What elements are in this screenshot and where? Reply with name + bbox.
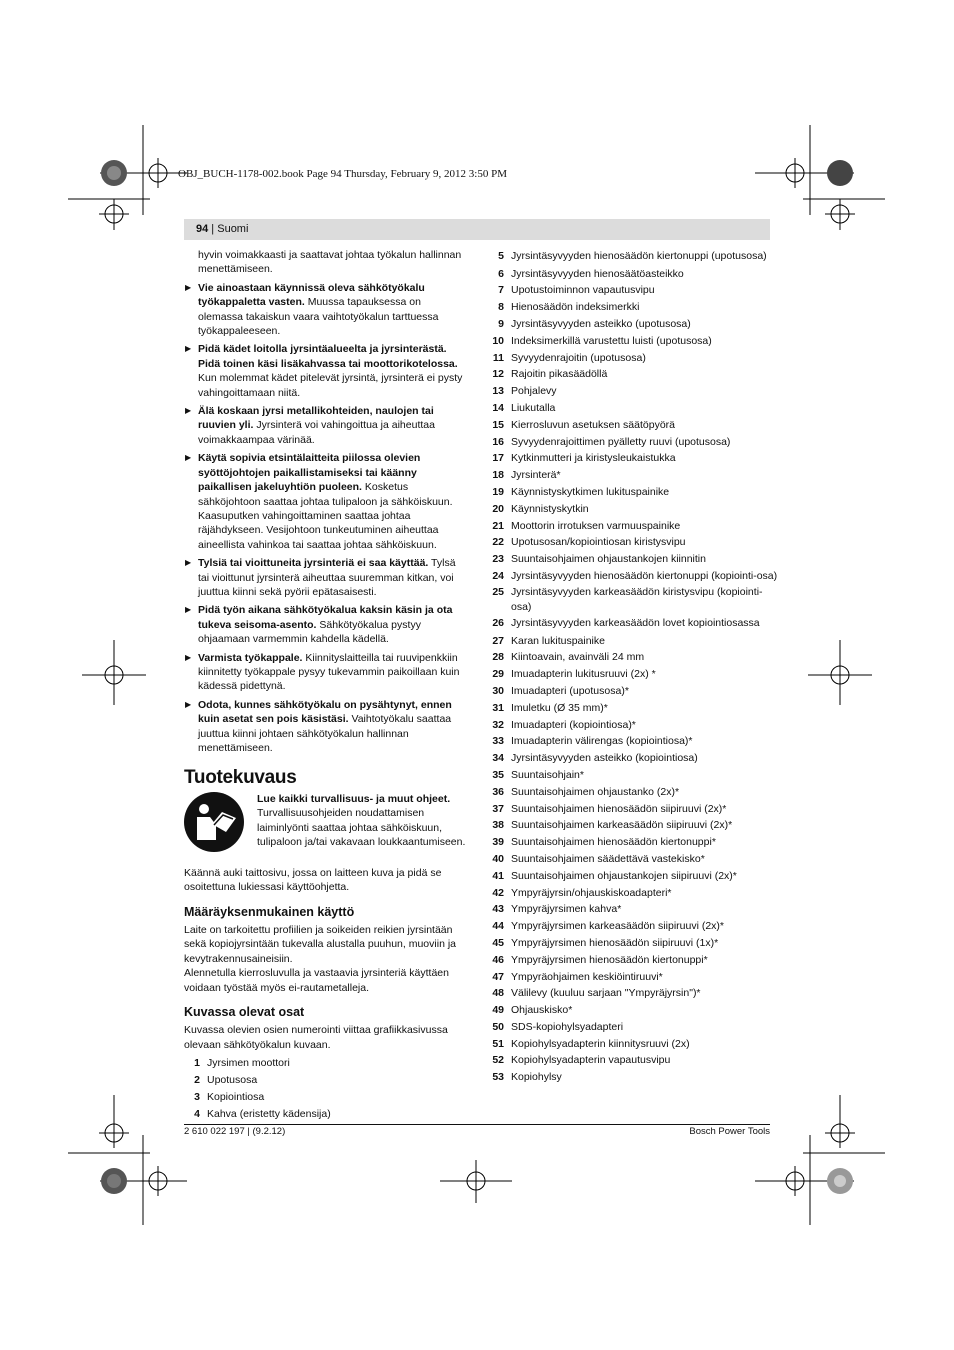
safety-warning <box>184 451 466 552</box>
bullet-arrow-icon: ▶ <box>185 605 192 615</box>
part-item <box>488 282 778 299</box>
part-label: Syvyydenrajoittimen pyälletty ruuvi (upotusosa) <box>511 435 731 448</box>
part-number: 15 <box>492 418 504 431</box>
part-item <box>488 868 778 885</box>
part-item <box>488 683 778 700</box>
part-label: Ympyräjyrsimen hienosäädön siipiruuvi (1x)* <box>511 936 719 949</box>
part-number: 1 <box>194 1057 200 1070</box>
part-label: Imuadapteri (upotusosa)* <box>511 684 629 697</box>
part-number: 18 <box>492 469 504 482</box>
part-item <box>488 433 778 450</box>
bullet-arrow-icon: ▶ <box>185 699 192 709</box>
safety-warning <box>184 281 466 339</box>
part-item <box>488 935 778 952</box>
part-label: Karan lukituspainike <box>511 634 605 647</box>
part-item <box>488 467 778 484</box>
warning-text: Kosketus sähköjohtoon saattaa johtaa tulipaloon ja sähköiskuun. Kaasuputken vahingoittaminen saattaa johtaa räjähdykseen. Vesijohtoon tunkeutuminen aiheuttaa aineellista vahinkoa tai saattaa johtaa sähköiskuun. <box>198 481 453 551</box>
page-number: 94 <box>196 223 209 235</box>
part-number: 12 <box>492 368 504 381</box>
part-label: Imuadapterin lukitusruuvi (2x) * <box>511 668 656 681</box>
part-item <box>488 333 778 350</box>
part-item <box>488 884 778 901</box>
part-number: 35 <box>492 768 504 781</box>
part-label: Jyrsimen moottori <box>207 1057 290 1070</box>
part-label: Moottorin irrotuksen varmuuspainike <box>511 519 681 532</box>
part-label: Liukutalla <box>511 401 556 414</box>
part-label: Suuntaisohjain* <box>511 768 584 781</box>
warning-bold: Käytä sopivia etsintälaitteita piilossa olevien syöttöjohtojen paikallistamiseksi tai käänny paikallisen jakeluyhtiön puoleen. <box>198 452 421 494</box>
part-number: 24 <box>492 569 504 582</box>
part-number: 51 <box>492 1037 504 1050</box>
part-item <box>184 1089 466 1106</box>
part-label: Suuntaisohjaimen säädettävä vastekisko* <box>511 852 705 865</box>
part-number: 30 <box>492 684 504 697</box>
part-item <box>488 918 778 935</box>
warning-text: Tylsä tai vioittunut jyrsinterä aiheuttaa suuremman kitkan, voi juuttua kiinni sekä pyörii epätasaisesti. <box>198 557 456 598</box>
warning-text: Jyrsinterä voi vahingoittua ja aiheuttaa voimakkaampaa värinää. <box>198 419 435 446</box>
part-number: 45 <box>492 936 504 949</box>
part-item <box>488 1069 778 1086</box>
part-item <box>488 1052 778 1069</box>
part-number: 25 <box>492 586 504 599</box>
part-number: 17 <box>492 452 504 465</box>
part-label: Upotusosan/kopiointiosan kiristysvipu <box>511 536 686 549</box>
part-number: 20 <box>492 502 504 515</box>
read-manual-icon <box>184 792 244 852</box>
part-item <box>184 1106 466 1123</box>
part-item <box>488 316 778 333</box>
intended-use-p1: Laite on tarkoitettu profiilien ja soikeiden reikien jyrsintään sekä kopiojyrsintään tukevalla alustalla puuhun, muoviin ja kevytrakennusaineisiin. <box>184 924 456 965</box>
safety-warning <box>184 603 466 646</box>
part-label: Kopiohylsy <box>511 1071 562 1084</box>
part-label: Pohjalevy <box>511 385 557 398</box>
part-label: Imuadapterin välirengas (kopiointiosa)* <box>511 735 693 748</box>
part-number: 36 <box>492 785 504 798</box>
part-number: 53 <box>492 1071 504 1084</box>
bullet-arrow-icon: ▶ <box>185 406 192 416</box>
part-number: 49 <box>492 1004 504 1017</box>
page-header-bar <box>184 219 770 240</box>
read-instructions-text <box>257 792 467 850</box>
part-item <box>488 817 778 834</box>
read-note-text: Turvallisuusohjeiden noudattamisen laiminlyönti saattaa johtaa sähköiskuun, tulipaloon ja/tai vakavaan loukkaantumiseen. <box>257 807 466 849</box>
part-item <box>488 784 778 801</box>
safety-warnings-list <box>184 281 466 756</box>
header-separator: | <box>208 223 218 235</box>
part-item <box>488 1036 778 1053</box>
part-item <box>488 851 778 868</box>
part-label: Hienosäädön indeksimerkki <box>511 301 640 314</box>
part-label: Upotustoiminnon vapautusvipu <box>511 284 655 297</box>
part-number: 40 <box>492 852 504 865</box>
part-item <box>488 800 778 817</box>
part-number: 44 <box>492 920 504 933</box>
part-number: 23 <box>492 553 504 566</box>
part-number: 52 <box>492 1054 504 1067</box>
part-item <box>488 517 778 534</box>
part-label: Ympyräjyrsin/ohjauskiskoadapteri* <box>511 886 672 899</box>
part-label: Käynnistyskytkin <box>511 502 589 515</box>
warning-text: Vaihtotyökalu saattaa juuttua kiinni johtaen sähkötyökalun hallinnan menettämiseen. <box>198 713 452 754</box>
safety-warning <box>184 342 466 400</box>
intended-use-title: Määräyksenmukainen käyttö <box>184 904 355 919</box>
part-item <box>488 265 778 282</box>
part-label: Imuletku (Ø 35 mm)* <box>511 701 608 714</box>
part-number: 27 <box>492 634 504 647</box>
part-number: 21 <box>492 519 504 532</box>
part-item <box>488 649 778 666</box>
warning-bold: Pidä työn aikana sähkötyökalua kaksin käsin ja ota tukeva seisoma-asento. <box>198 604 453 631</box>
part-label: Jyrsintäsyvyyden karkeasäädön kiristysvipu (kopiointi-osa) <box>511 586 763 613</box>
part-number: 47 <box>492 970 504 983</box>
part-label: Ympyräohjaimen keskiöintiruuvi* <box>511 970 663 983</box>
part-number: 28 <box>492 651 504 664</box>
part-item <box>488 417 778 434</box>
part-label: Välilevy (kuuluu sarjaan "Ympyräjyrsin")* <box>511 987 701 1000</box>
part-label: Jyrsintäsyvyyden asteikko (upotusosa) <box>511 317 691 330</box>
part-label: Kytkinmutteri ja kiristysleukaistukka <box>511 452 676 465</box>
bullet-arrow-icon: ▶ <box>185 344 192 354</box>
part-label: Ympyräjyrsimen kahva* <box>511 903 622 916</box>
warning-text: Kun molemmat kädet pitelevät jyrsintä, jyrsinterä ei pysty vahingoittamaan niitä. <box>198 372 463 399</box>
part-number: 46 <box>492 953 504 966</box>
part-number: 33 <box>492 735 504 748</box>
safety-warning <box>184 651 466 694</box>
part-number: 22 <box>492 536 504 549</box>
part-label: Jyrsintäsyvyyden karkeasäädön lovet kopiointiosassa <box>511 616 760 629</box>
part-number: 11 <box>492 351 504 364</box>
safety-warning <box>184 698 466 756</box>
part-number: 7 <box>498 284 504 297</box>
section-title: Tuotekuvaus <box>184 767 297 789</box>
part-label: Suuntaisohjaimen ohjaustanko (2x)* <box>511 785 680 798</box>
footer-doc-number: 2 610 022 197 | (9.2.12) <box>184 1126 286 1137</box>
part-number: 48 <box>492 987 504 1000</box>
warning-bold: Vie ainoastaan käynnissä oleva sähkötyökalu työkappaletta vasten. <box>198 281 425 309</box>
part-item <box>184 1055 466 1072</box>
part-item <box>488 750 778 767</box>
fold-note: Käännä auki taittosivu, jossa on laitteen kuva ja pidä se osoitettuna lukiessasi käyttöohjetta. <box>184 866 442 894</box>
part-label: Suuntaisohjaimen karkeasäädön siipiruuvi (2x)* <box>511 819 733 832</box>
part-item <box>488 616 778 630</box>
safety-warning <box>184 404 466 447</box>
part-number: 2 <box>194 1074 200 1087</box>
part-item <box>488 249 778 263</box>
part-number: 26 <box>492 616 504 629</box>
part-number: 5 <box>498 250 504 262</box>
warning-text: Sähkötyökalua pystyy ohjaamaan varmemmin kahdella kädellä. <box>198 618 421 646</box>
part-number: 19 <box>492 485 504 498</box>
part-number: 10 <box>492 334 504 347</box>
part-item <box>488 733 778 750</box>
part-label: Suuntaisohjaimen hienosäädön siipiruuvi (2x)* <box>511 802 727 815</box>
warning-bold: Odota, kunnes sähkötyökalu on pysähtynyt, ennen kuin asetat sen pois käsistäsi. <box>198 698 452 726</box>
bullet-arrow-icon: ▶ <box>185 453 192 463</box>
warning-bold: Tylsiä tai vioittuneita jyrsinteriä ei saa käyttää. <box>198 557 429 570</box>
warning-bold: Älä koskaan jyrsi metallikohteiden, naulojen tai ruuvien yli. <box>198 405 434 432</box>
part-number: 41 <box>492 869 504 882</box>
part-label: Kopiointiosa <box>207 1091 265 1104</box>
part-number: 6 <box>498 267 504 280</box>
part-item <box>488 400 778 417</box>
part-number: 31 <box>492 701 504 714</box>
part-number: 9 <box>498 317 504 330</box>
part-item <box>488 666 778 683</box>
part-item <box>488 767 778 784</box>
part-label: Jyrsinterä* <box>511 469 561 482</box>
part-number: 16 <box>492 435 504 448</box>
part-number: 39 <box>492 836 504 849</box>
part-number: 14 <box>492 401 504 414</box>
part-number: 29 <box>492 668 504 681</box>
part-item <box>488 632 778 649</box>
part-item <box>488 551 778 568</box>
part-number: 32 <box>492 718 504 731</box>
part-label: Jyrsintäsyvyyden hienosäätöasteikko <box>511 267 684 280</box>
part-item <box>488 299 778 316</box>
part-label: Imuadapteri (kopiointiosa)* <box>511 718 636 731</box>
part-number: 4 <box>194 1107 200 1120</box>
part-item <box>488 985 778 1002</box>
warning-bold: Pidä kädet loitolla jyrsintäalueelta ja jyrsinterästä. Pidä toinen käsi lisäkahvassa tai moottorikotelossa. <box>198 343 458 370</box>
part-label: Suuntaisohjaimen ohjaustankojen kiinnitin <box>511 553 706 566</box>
parts-title: Kuvassa olevat osat <box>184 1005 305 1020</box>
part-item <box>488 1019 778 1036</box>
footer-rule <box>184 1124 770 1125</box>
part-number: 50 <box>492 1020 504 1033</box>
warning-bold: Varmista työkappale. <box>198 651 303 664</box>
part-label: Rajoitin pikasäädöllä <box>511 368 608 381</box>
part-label: Kopiohylsyadapterin kiinnitysruuvi (2x) <box>511 1037 690 1050</box>
part-number: 42 <box>492 886 504 899</box>
left-column <box>184 248 466 1122</box>
part-item <box>488 952 778 969</box>
part-item <box>488 569 778 583</box>
part-item <box>488 585 778 614</box>
parts-list-right <box>488 248 778 1086</box>
part-item <box>488 1002 778 1019</box>
parts-list-left <box>184 1055 466 1122</box>
part-number: 3 <box>194 1091 200 1104</box>
part-item <box>488 501 778 518</box>
part-label: Jyrsintäsyvyyden hienosäädön kiertonuppi (kopiointi-osa) <box>511 569 778 582</box>
parts-intro: Kuvassa olevien osien numerointi viittaa grafiikkasivussa olevaan sähkötyökalun kuvaan. <box>184 1024 448 1051</box>
part-label: Suuntaisohjaimen ohjaustankojen siipiruuvi (2x)* <box>511 869 737 882</box>
warning-text: Kiinnityslaitteilla tai ruuvipenkkiin kiinnitetty työkappale pysyy tukevammin paikoillaan kuin kädessä pidettynä. <box>198 651 460 693</box>
part-label: Kopiohylsyadapterin vapautusvipu <box>511 1054 671 1067</box>
bullet-arrow-icon: ▶ <box>185 282 192 292</box>
part-item <box>184 1072 466 1089</box>
part-label: Ympyräjyrsimen hienosäädön kiertonuppi* <box>511 953 708 966</box>
part-number: 37 <box>492 802 504 815</box>
intro-continuation: hyvin voimakkaasti ja saattavat johtaa työkalun hallinnan menettämiseen. <box>198 249 462 276</box>
part-label: Kahva (eristetty kädensija) <box>207 1107 331 1120</box>
part-item <box>488 968 778 985</box>
part-label: Kierrosluvun asetuksen säätöpyörä <box>511 418 676 431</box>
part-item <box>488 700 778 717</box>
part-number: 13 <box>492 385 504 398</box>
read-instructions-box <box>184 792 466 852</box>
footer-brand: Bosch Power Tools <box>689 1126 770 1137</box>
part-number: 43 <box>492 903 504 916</box>
part-label: Upotusosa <box>207 1074 258 1087</box>
part-item <box>488 366 778 383</box>
part-item <box>488 834 778 851</box>
part-item <box>488 383 778 400</box>
part-number: 38 <box>492 819 504 832</box>
read-note-bold: Lue kaikki turvallisuus- ja muut ohjeet. <box>257 792 451 805</box>
part-label: Syvyydenrajoitin (upotusosa) <box>511 351 646 364</box>
part-item <box>488 534 778 551</box>
part-label: Ohjauskisko* <box>511 1004 573 1017</box>
part-label: Jyrsintäsyvyyden hienosäädön kiertonuppi (upotusosa) <box>511 250 767 262</box>
part-label: Ympyräjyrsimen karkeasäädön siipiruuvi (2x)* <box>511 920 724 933</box>
part-label: Käynnistyskytkimen lukituspainike <box>511 485 670 498</box>
bullet-arrow-icon: ▶ <box>185 652 192 662</box>
part-number: 34 <box>492 752 504 765</box>
part-item <box>488 901 778 918</box>
part-label: Kiintoavain, avainväli 24 mm <box>511 651 645 664</box>
part-item <box>488 716 778 733</box>
part-item <box>488 484 778 501</box>
warning-text: Muussa tapauksessa on olemassa takaiskun vaara vaihtotyökalun tarttuessa työkappaleeseen. <box>198 296 439 338</box>
safety-warning <box>184 556 466 599</box>
part-label: Indeksimerkillä varustettu luisti (upotusosa) <box>511 334 712 347</box>
part-label: Jyrsintäsyvyyden asteikko (kopiointiosa) <box>511 752 698 765</box>
part-label: Suuntaisohjaimen hienosäädön kiertonuppi* <box>511 836 716 849</box>
file-header: OBJ_BUCH-1178-002.book Page 94 Thursday, February 9, 2012 3:50 PM <box>178 168 507 180</box>
bullet-arrow-icon: ▶ <box>185 558 192 568</box>
intended-use-p2: Alennetulla kierrosluvulla ja vastaavia jyrsinteriä käyttäen voidaan työstää myös ei-rautametalleja. <box>184 967 449 994</box>
part-item <box>488 349 778 366</box>
part-item <box>488 450 778 467</box>
part-number: 8 <box>498 301 504 314</box>
header-language: Suomi <box>217 223 249 235</box>
part-label: SDS-kopiohylsyadapteri <box>511 1020 624 1033</box>
